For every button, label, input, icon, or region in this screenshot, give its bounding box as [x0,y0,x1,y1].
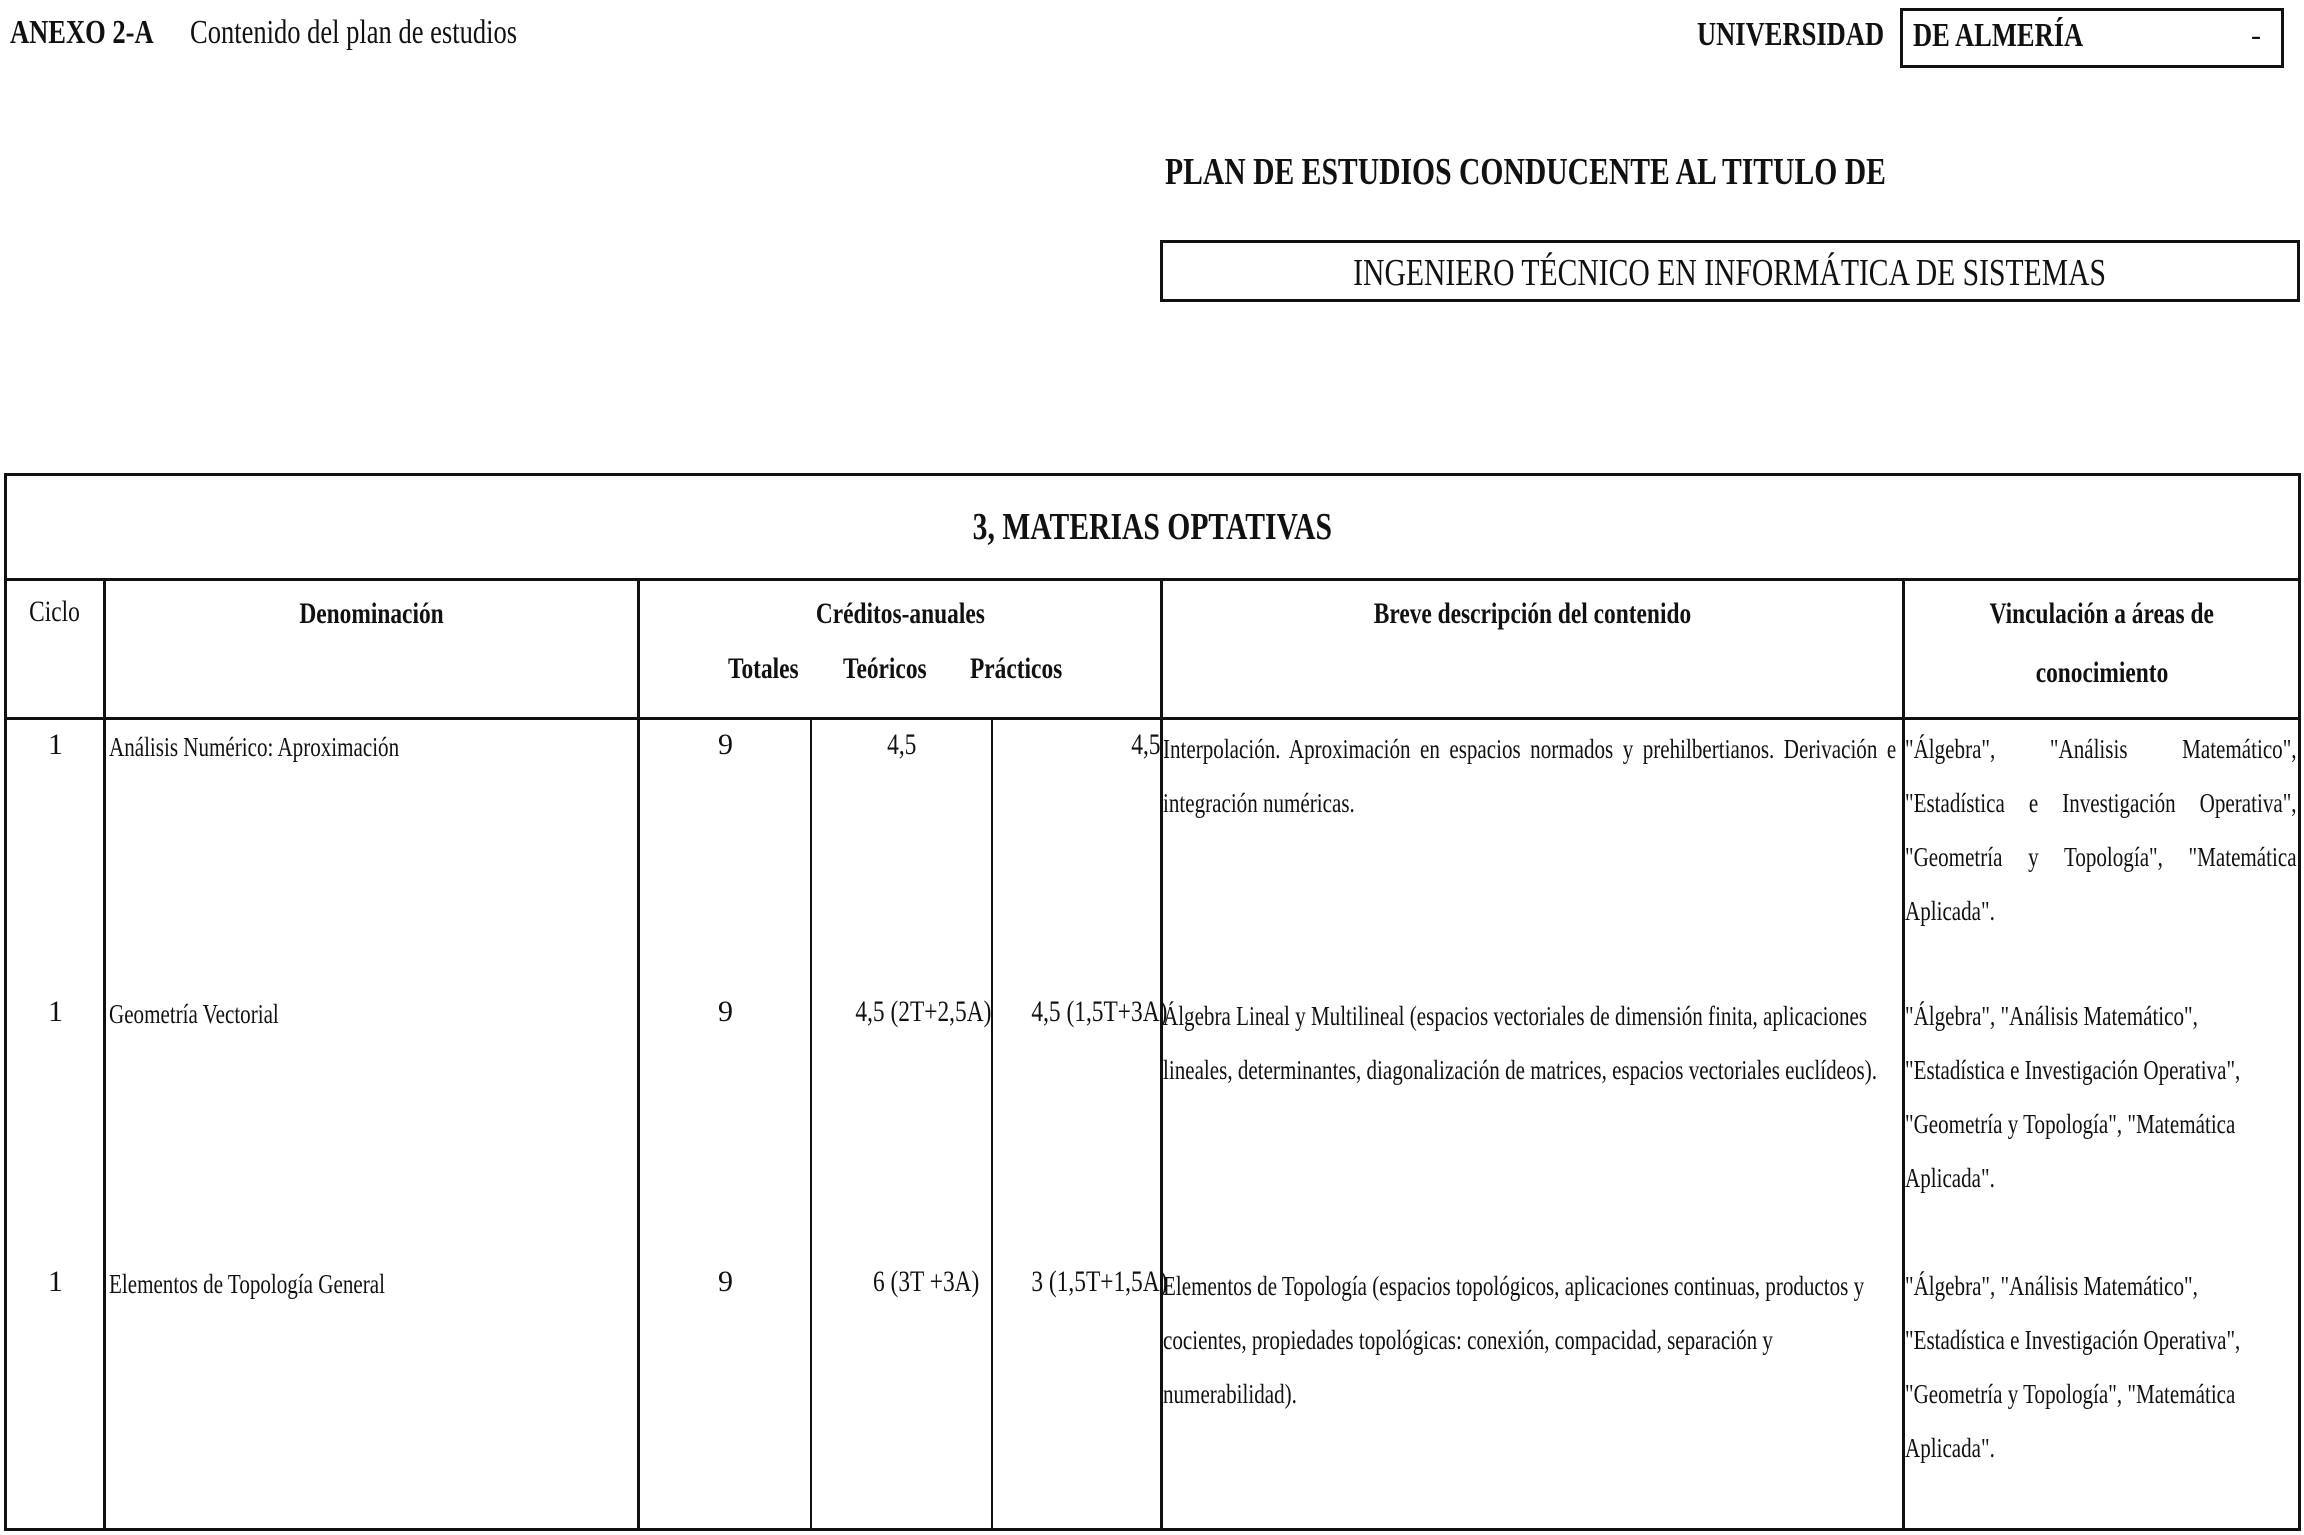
row-totales: 9 [718,995,733,1028]
row-descripcion: Interpolación. Aproximación en espacios normados y prehilbertianos. Derivación e integración numéricas. [1163,734,1897,818]
university-select[interactable] [1900,8,2284,68]
col-header-descripcion: Breve descripción del contenido [1373,597,1692,630]
col-header-vinculacion: Vinculación a áreas de [1989,597,2214,630]
col-header-teoricos: Teóricos [843,652,927,685]
row-practicos: 3 (1,5T+1,5A) [1031,1265,1168,1298]
row-denominacion: Análisis Numérico: Aproximación [109,732,400,762]
annex-label: ANEXO 2-A [10,14,154,51]
row-practicos: 4,5 [1130,728,1160,761]
annex-subtitle: Contenido del plan de estudios [190,14,518,51]
row-vinculacion: "Álgebra", "Análisis Matemático", "Estadística e Investigación Operativa", "Geometría y Topología", "Matemática Aplicada". [1905,1271,2241,1463]
university-label: UNIVERSIDAD [1697,16,1885,53]
col-header-creditos: Créditos-anuales [815,597,985,630]
university-value: DE ALMERÍA [1913,17,2084,54]
col-header-ciclo: Ciclo [28,595,80,628]
plan-title: PLAN DE ESTUDIOS CONDUCENTE AL TITULO DE [1165,151,1886,193]
row-teoricos: 6 (3T +3A) [872,1265,979,1298]
row-denominacion: Geometría Vectorial [109,999,279,1029]
col-header-totales: Totales [728,652,799,685]
col-header-practicos: Prácticos [970,652,1063,685]
row-totales: 9 [718,728,733,761]
section-title: 3, MATERIAS OPTATIVAS [972,506,1333,548]
row-vinculacion: "Álgebra", "Análisis Matemático", "Estadística e Investigación Operativa", "Geometría y Topología", "Matemática Aplicada". [1905,734,2297,926]
row-teoricos: 4,5 (2T+2,5A) [854,995,991,1028]
col-header-vinculacion-2: conocimiento [2035,656,2168,689]
degree-title: INGENIERO TÉCNICO EN INFORMÁTICA DE SISTEMAS [1353,252,2107,294]
row-vinculacion: "Álgebra", "Análisis Matemático", "Estadística e Investigación Operativa", "Geometría y Topología", "Matemática Aplicada". [1905,1001,2241,1193]
row-totales: 9 [718,1265,733,1298]
row-ciclo: 1 [48,1265,63,1298]
row-descripcion: Elementos de Topología (espacios topológicos, aplicaciones continuas, productos y cocientes, propiedades topológicas: conexión, compacidad, separación y numerabilidad). [1163,1271,1865,1409]
row-ciclo: 1 [48,728,63,761]
row-denominacion: Elementos de Topología General [109,1269,385,1299]
col-header-denominacion: Denominación [299,597,444,630]
degree-box [1160,240,2300,302]
row-descripcion: Álgebra Lineal y Multilineal (espacios vectoriales de dimensión finita, aplicaciones lineales, determinantes, diagonalización de matrices, espacios vectoriales euclídeos). [1163,1001,1878,1085]
row-practicos: 4,5 (1,5T+3A) [1031,995,1168,1028]
row-teoricos: 4,5 [886,728,917,761]
row-ciclo: 1 [48,995,63,1028]
dropdown-icon[interactable]: - [2251,19,2261,52]
